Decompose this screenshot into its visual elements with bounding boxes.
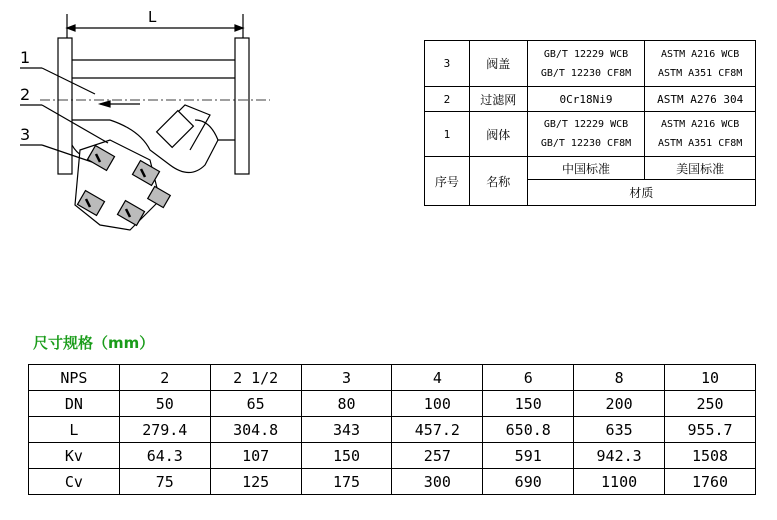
callout-2: 2	[20, 85, 31, 104]
table-cell: 591	[483, 443, 574, 469]
table-cell: 6	[483, 365, 574, 391]
table-cell: 175	[301, 469, 392, 495]
part-name: 阀体	[469, 112, 527, 157]
table-cell: 75	[119, 469, 210, 495]
table-cell: 304.8	[210, 417, 301, 443]
table-cell: 200	[574, 391, 665, 417]
table-row	[29, 469, 756, 495]
dimensions-title: 尺寸规格（mm）	[33, 334, 155, 352]
table-cell: 50	[119, 391, 210, 417]
header-name: 名称	[469, 157, 527, 206]
table-header-row	[425, 157, 756, 180]
table-cell: 64.3	[119, 443, 210, 469]
row-label: L	[29, 417, 120, 443]
table-cell: 955.7	[665, 417, 756, 443]
callout-3: 3	[20, 125, 31, 144]
table-cell: 150	[483, 391, 574, 417]
table-cell: 279.4	[119, 417, 210, 443]
table-cell: 300	[392, 469, 483, 495]
table-cell: 10	[665, 365, 756, 391]
materials-table	[424, 40, 756, 206]
table-cell: 2 1/2	[210, 365, 301, 391]
table-cell: 2	[119, 365, 210, 391]
row-label: DN	[29, 391, 120, 417]
table-row	[425, 87, 756, 112]
part-name: 过滤网	[469, 87, 527, 112]
row-no: 2	[425, 87, 470, 112]
gb-standard: 0Cr18Ni9	[527, 87, 645, 112]
header-gb: 中国标准	[527, 157, 645, 180]
astm-standard: ASTM A276 304	[645, 87, 756, 112]
table-cell: 650.8	[483, 417, 574, 443]
table-cell: 1508	[665, 443, 756, 469]
table-cell: 942.3	[574, 443, 665, 469]
row-label: NPS	[29, 365, 120, 391]
table-cell: 100	[392, 391, 483, 417]
table-cell: 80	[301, 391, 392, 417]
table-cell: 65	[210, 391, 301, 417]
header-astm: 美国标准	[645, 157, 756, 180]
table-cell: 8	[574, 365, 665, 391]
table-cell: 4	[392, 365, 483, 391]
table-cell: 343	[301, 417, 392, 443]
table-cell: 457.2	[392, 417, 483, 443]
table-row	[29, 391, 756, 417]
dimension-label-L: L	[148, 8, 157, 26]
table-cell: 257	[392, 443, 483, 469]
row-no: 1	[425, 112, 470, 157]
table-row	[425, 41, 756, 87]
table-row	[29, 365, 756, 391]
dimensions-table	[28, 364, 756, 495]
part-name: 阀盖	[469, 41, 527, 87]
row-label: Kv	[29, 443, 120, 469]
table-cell: 107	[210, 443, 301, 469]
gb-standard: GB/T 12229 WCB GB/T 12230 CF8M	[527, 112, 645, 157]
callout-1: 1	[20, 48, 31, 67]
table-row	[425, 112, 756, 157]
table-cell: 150	[301, 443, 392, 469]
table-row	[29, 417, 756, 443]
header-no: 序号	[425, 157, 470, 206]
row-no: 3	[425, 41, 470, 87]
table-cell: 1100	[574, 469, 665, 495]
table-cell: 3	[301, 365, 392, 391]
astm-standard: ASTM A216 WCB ASTM A351 CF8M	[645, 41, 756, 87]
header-material: 材质	[527, 180, 755, 206]
gb-standard: GB/T 12229 WCB GB/T 12230 CF8M	[527, 41, 645, 87]
astm-standard: ASTM A216 WCB ASTM A351 CF8M	[645, 112, 756, 157]
table-cell: 690	[483, 469, 574, 495]
table-cell: 250	[665, 391, 756, 417]
row-label: Cv	[29, 469, 120, 495]
table-cell: 1760	[665, 469, 756, 495]
table-cell: 125	[210, 469, 301, 495]
strainer-drawing	[0, 0, 330, 260]
table-row	[29, 443, 756, 469]
table-cell: 635	[574, 417, 665, 443]
